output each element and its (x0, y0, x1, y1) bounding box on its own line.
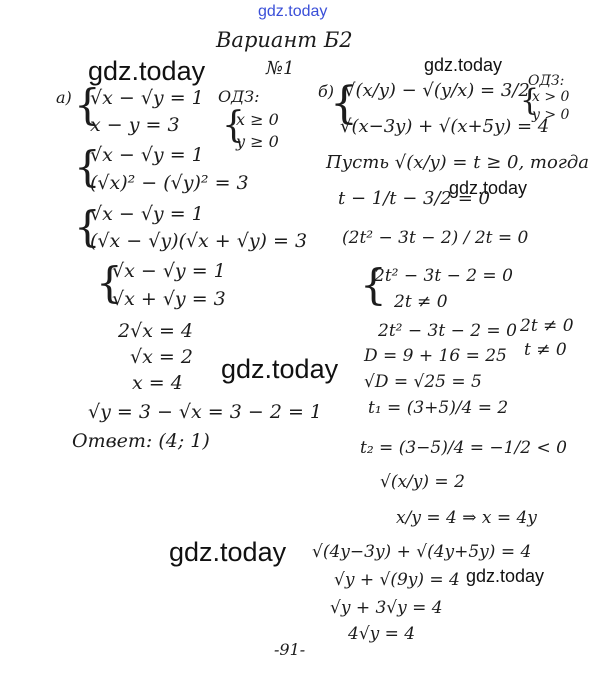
watermark: gdz.today (466, 566, 545, 586)
odz-condition: y > 0 (532, 107, 570, 123)
substitution-line: Пусть √(x/y) = t ≥ 0, тогда (326, 152, 590, 173)
watermark-top: gdz.today (258, 3, 328, 20)
equation-line: 2t ≠ 0 (394, 292, 448, 312)
equation-line: √x − √y = 1 (90, 144, 204, 166)
part-a-label: а) (56, 88, 72, 107)
part-b-label: б) (318, 82, 335, 101)
equation-line: √x − √y = 1 (112, 260, 226, 282)
odz-condition: x ≥ 0 (236, 110, 279, 129)
equation-line: 2t² − 3t − 2 = 0 (374, 266, 513, 286)
equation-line: t₁ = (3+5)/4 = 2 (368, 398, 509, 418)
equation-line: √y + 3√y = 4 (330, 598, 443, 618)
watermark: gdz.today (169, 537, 287, 567)
equation-line: √y + √(9y) = 4 (334, 570, 460, 590)
odz-label: ОДЗ: (218, 87, 260, 106)
task-number: №1 (266, 58, 295, 79)
equation-line: (√x − √y)(√x + √y) = 3 (90, 230, 308, 252)
odz-condition: y ≥ 0 (236, 132, 279, 151)
page-number: -91- (274, 640, 306, 659)
equation-line: √D = √25 = 5 (364, 372, 482, 392)
equation-line: 2t ≠ 0 (520, 316, 574, 336)
equation-line: √x − √y = 1 (90, 87, 204, 109)
system-brace: { (74, 142, 101, 191)
odz-brace: { (222, 105, 245, 146)
equation-line: t₂ = (3−5)/4 = −1/2 < 0 (360, 438, 567, 458)
odz-label: ОДЗ: (528, 73, 565, 89)
equation-line: x = 4 (132, 372, 183, 394)
watermark: gdz.today (88, 56, 206, 86)
equation-line: 4√y = 4 (348, 624, 416, 644)
equation-line: x − y = 3 (90, 114, 180, 136)
system-brace: { (96, 258, 123, 307)
equation-line: 2t² − 3t − 2 = 0 (378, 321, 517, 341)
equation-line: √(4y−3y) + √(4y+5y) = 4 (312, 542, 532, 562)
equation-line: t ≠ 0 (524, 340, 567, 360)
equation-line: x/y = 4 ⇒ x = 4y (396, 508, 537, 528)
equation-line: √(x/y) = 2 (380, 472, 465, 492)
equation-line: t − 1/t − 3/2 = 0 (338, 188, 490, 209)
variant-title: Вариант Б2 (216, 28, 353, 52)
equation-line: √(x/y) − √(y/x) = 3/2 (344, 80, 530, 101)
equation-line: 2√x = 4 (118, 320, 193, 342)
odz-brace: { (520, 83, 540, 118)
equation-line: √y = 3 − √x = 3 − 2 = 1 (88, 401, 323, 423)
answer-line: Ответ: (4; 1) (72, 430, 210, 452)
watermark: gdz.today (221, 354, 339, 384)
equation-line: √x + √y = 3 (112, 288, 226, 310)
system-brace: { (74, 202, 101, 251)
system-brace: { (74, 80, 101, 129)
system-brace: { (330, 78, 358, 129)
watermark: gdz.today (449, 178, 528, 198)
equation-line: √(x−3y) + √(x+5y) = 4 (340, 116, 550, 137)
system-brace: { (360, 260, 387, 309)
equation-line: (√x)² − (√y)² = 3 (90, 172, 249, 194)
equation-line: (2t² − 3t − 2) / 2t = 0 (342, 228, 529, 248)
equation-line: D = 9 + 16 = 25 (364, 346, 507, 366)
equation-line: √x = 2 (130, 346, 193, 368)
equation-line: √x − √y = 1 (90, 203, 204, 225)
watermark: gdz.today (424, 55, 503, 75)
odz-condition: x > 0 (532, 89, 570, 105)
